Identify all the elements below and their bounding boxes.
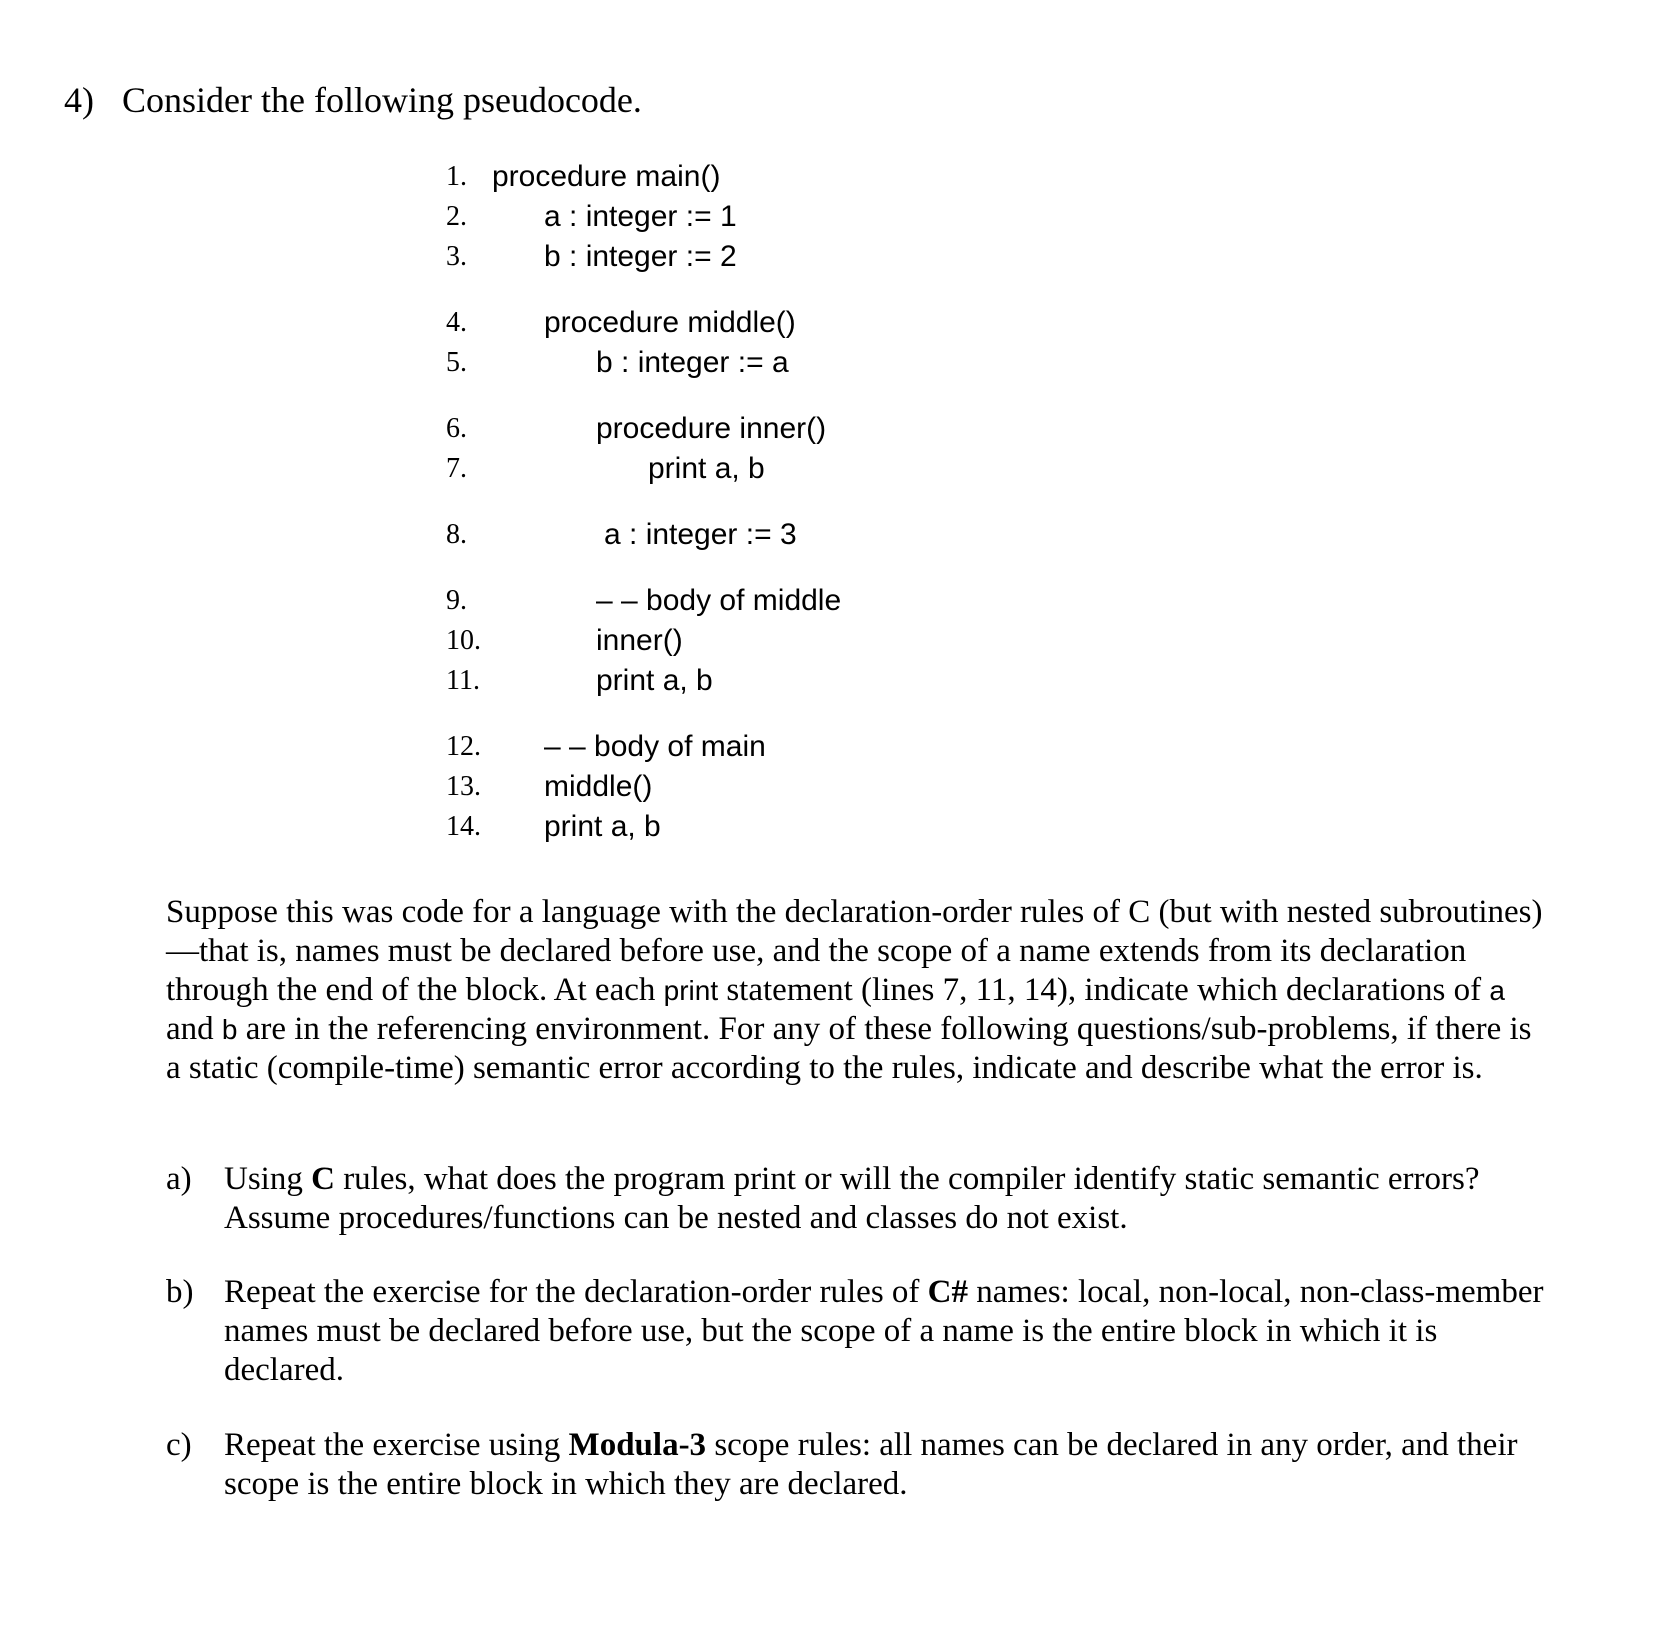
subquestion-letter: b) xyxy=(166,1274,194,1310)
line-number: 1. xyxy=(446,161,467,192)
code-text: middle() xyxy=(544,770,653,803)
line-number: 8. xyxy=(446,519,467,550)
description-text: are in the referencing environment. For any of these following questions/sub-problems, if there is a static (compile-time) semantic error according to the rules, indicate and describe what the error is. xyxy=(166,1011,1532,1086)
code-text: procedure middle() xyxy=(544,306,796,339)
code-text: print a, b xyxy=(596,664,713,697)
subquestion-text-part: Using xyxy=(224,1161,312,1197)
question-title: Consider the following pseudocode. xyxy=(122,80,642,120)
code-text: b : integer := a xyxy=(596,346,789,379)
code-text: procedure main() xyxy=(492,160,721,193)
subquestion-bold-term: C# xyxy=(927,1274,968,1310)
code-text: a : integer := 1 xyxy=(544,200,737,233)
subquestion-bold-term: C xyxy=(311,1161,335,1197)
print-keyword: print xyxy=(663,975,719,1006)
code-text: – – body of middle xyxy=(596,584,842,617)
code-text: inner() xyxy=(596,624,683,657)
subquestion-bold-term: Modula-3 xyxy=(568,1427,707,1463)
question-number: 4) xyxy=(64,80,94,120)
line-number: 7. xyxy=(446,453,467,484)
line-number: 14. xyxy=(446,811,481,842)
subquestion-text-part: rules, what does the program print or will the compiler identify static semantic errors? Assume procedures/functions can be nested and classes do not exist. xyxy=(224,1161,1480,1236)
variable-a: a xyxy=(1489,975,1505,1006)
subquestion-text-part: names: local, non-local, non-class-member names must be declared before use, but the scope of a name is the entire block in which it is declared. xyxy=(224,1274,1544,1388)
code-text: – – body of main xyxy=(544,730,766,763)
line-number: 12. xyxy=(446,731,481,762)
description-text: and xyxy=(166,1011,222,1047)
line-number: 6. xyxy=(446,413,467,444)
subquestion-text-part: Repeat the exercise using xyxy=(224,1427,569,1463)
code-text: a : integer := 3 xyxy=(604,518,797,551)
description-text: Suppose this was code for a language with the declaration-order rules of C (but with nested subroutines)—that is, names must be declared before use, and the scope of a name extends from its declaration through the end of the block. At each xyxy=(166,894,1543,1008)
line-number: 9. xyxy=(446,585,467,616)
code-text: print a, b xyxy=(648,452,765,485)
subquestion-letter: c) xyxy=(166,1427,192,1463)
line-number: 13. xyxy=(446,771,481,802)
code-text: b : integer := 2 xyxy=(544,240,737,273)
subquestion-letter: a) xyxy=(166,1161,192,1197)
subquestion-text xyxy=(224,1160,1554,1238)
subquestion-text-part: scope rules: all names can be declared in any order, and their scope is the entire block in which they are declared. xyxy=(224,1427,1518,1502)
line-number: 11. xyxy=(446,665,480,696)
subquestion-text xyxy=(224,1426,1554,1504)
description-text: statement (lines 7, 11, 14), indicate which declarations of xyxy=(718,972,1490,1008)
line-number: 3. xyxy=(446,241,467,272)
line-number: 10. xyxy=(446,625,481,656)
code-text: procedure inner() xyxy=(596,412,827,445)
description-paragraph xyxy=(166,893,1546,1088)
line-number: 4. xyxy=(446,307,467,338)
code-text: print a, b xyxy=(544,810,661,843)
subquestion-text xyxy=(224,1273,1554,1390)
line-number: 5. xyxy=(446,347,467,378)
line-number: 2. xyxy=(446,201,467,232)
subquestion-text-part: Repeat the exercise for the declaration-order rules of xyxy=(224,1274,928,1310)
variable-b: b xyxy=(221,1014,238,1045)
